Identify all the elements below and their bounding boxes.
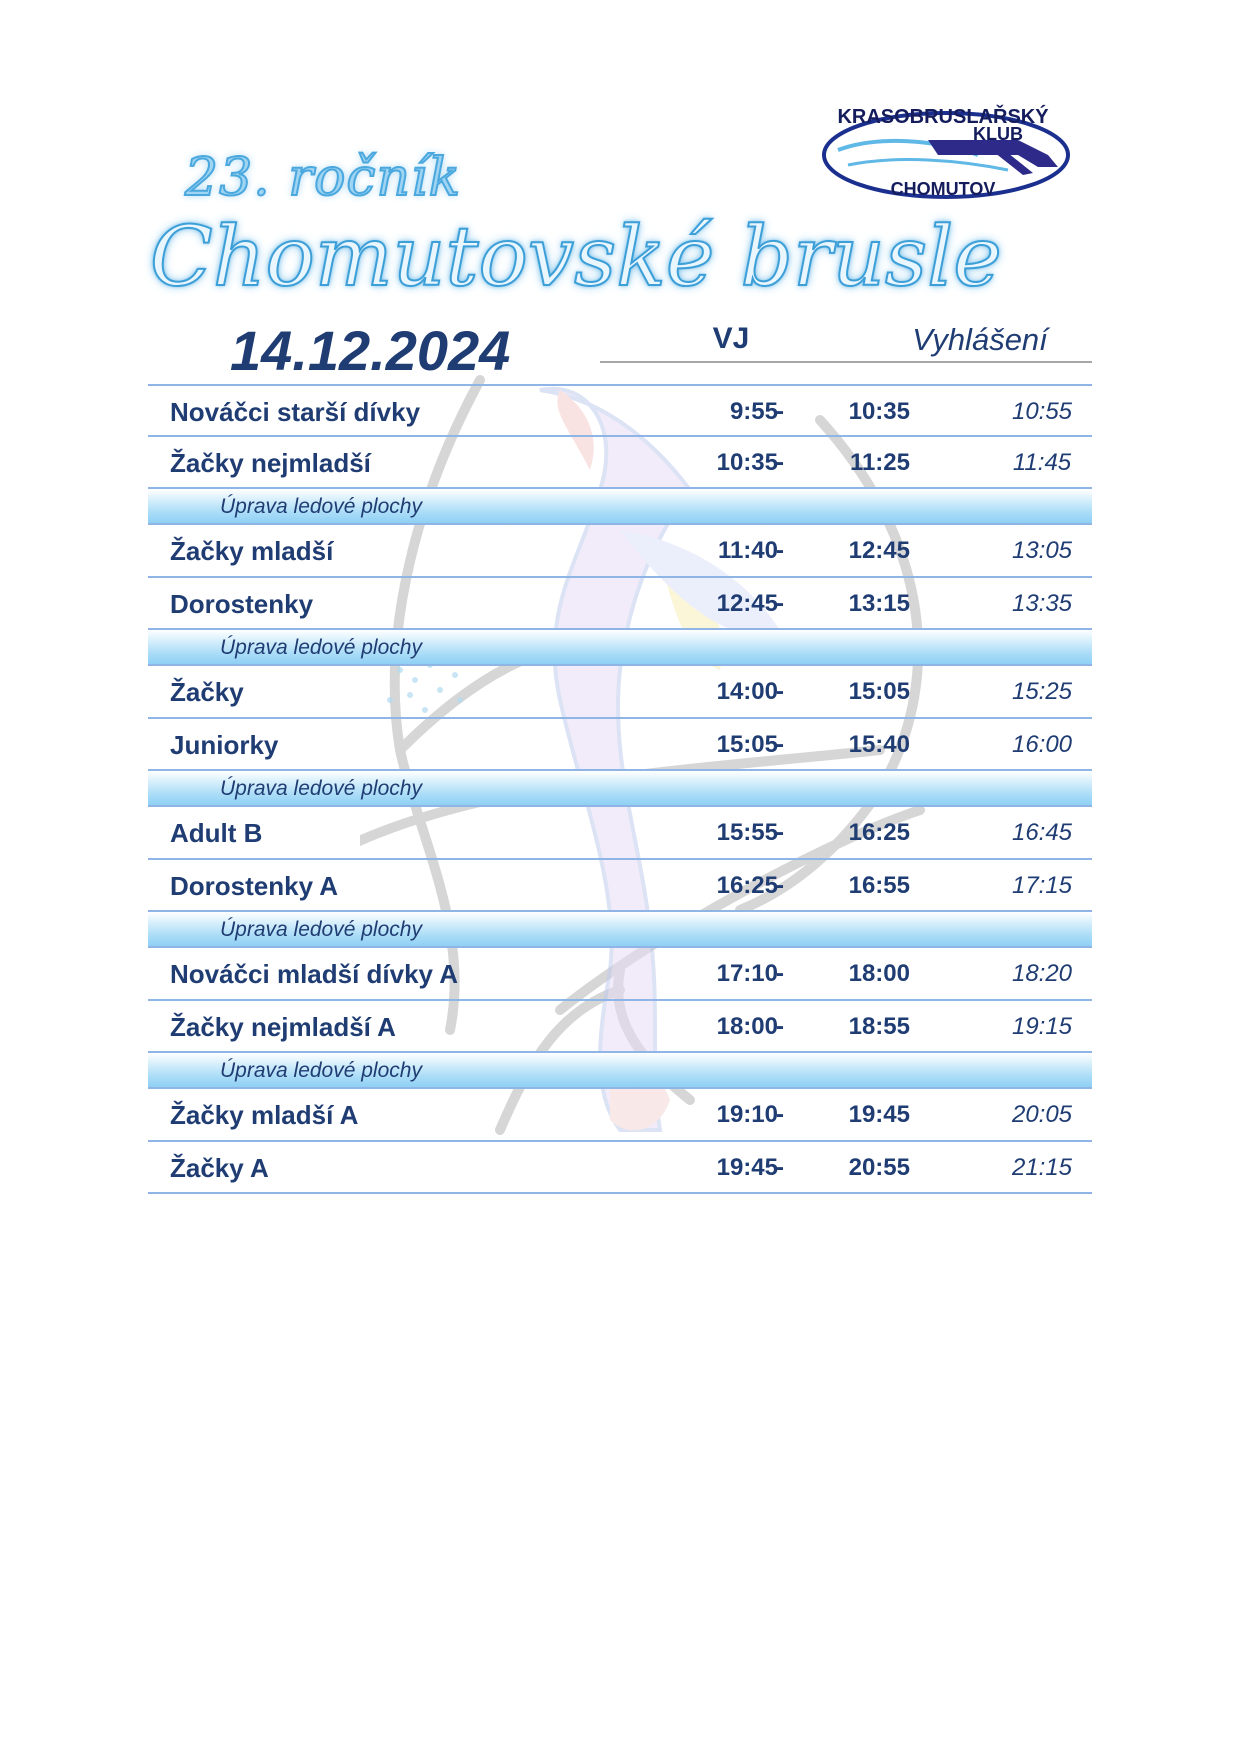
schedule-row — [148, 948, 1092, 1001]
time-separator: - — [776, 1101, 784, 1128]
category-name: Žačky nejmladší A — [170, 1011, 396, 1042]
award-time: 17:15 — [1011, 871, 1073, 899]
club-logo — [818, 95, 1080, 210]
start-time: 16:25 — [716, 871, 778, 899]
ice-resurfacing-label: Úprava ledové plochy — [220, 918, 422, 941]
ice-resurfacing-row — [148, 771, 1092, 807]
start-time: 15:05 — [716, 730, 778, 758]
award-time: 11:45 — [1012, 448, 1072, 476]
ice-resurfacing-row — [148, 1053, 1092, 1089]
award-time: 15:25 — [1011, 678, 1073, 705]
schedule-row — [148, 807, 1092, 860]
time-separator: - — [776, 819, 784, 846]
category-name: Nováčci starší dívky — [170, 397, 421, 427]
time-separator: - — [776, 960, 784, 987]
category-name: Žačky nejmladší — [170, 447, 371, 478]
start-time: 9:55 — [729, 398, 778, 425]
schedule-row — [148, 437, 1092, 490]
start-time: 19:10 — [716, 1101, 778, 1128]
end-time: 15:05 — [848, 678, 910, 705]
award-time: 13:05 — [1011, 537, 1073, 564]
start-time: 11:40 — [717, 537, 778, 564]
category-name: Dorostenky A — [170, 870, 339, 901]
column-header-vj: VJ — [712, 322, 750, 355]
end-time: 20:55 — [848, 1153, 910, 1181]
award-time: 13:35 — [1011, 589, 1073, 617]
ice-resurfacing-label: Úprava ledové plochy — [220, 1059, 422, 1082]
schedule-row — [148, 666, 1092, 719]
end-time: 19:45 — [848, 1101, 910, 1128]
ice-resurfacing-row — [148, 630, 1092, 666]
time-separator: - — [776, 589, 784, 617]
time-separator: - — [776, 1012, 784, 1040]
start-time: 15:55 — [716, 819, 778, 846]
start-time: 14:00 — [716, 678, 778, 705]
start-time: 12:45 — [716, 589, 778, 617]
start-time: 10:35 — [716, 448, 778, 476]
ice-resurfacing-label: Úprava ledové plochy — [220, 636, 422, 659]
schedule-row — [148, 1001, 1092, 1054]
award-time: 16:45 — [1011, 819, 1073, 846]
category-name: Adult B — [170, 818, 263, 848]
end-time: 12:45 — [848, 537, 910, 564]
ice-resurfacing-row — [148, 912, 1092, 948]
start-time: 19:45 — [716, 1153, 778, 1181]
edition-subtitle: 23. ročník — [185, 148, 462, 208]
event-date: 14.12.2024 — [230, 319, 511, 382]
ice-resurfacing-label: Úprava ledové plochy — [220, 495, 422, 518]
time-separator: - — [776, 871, 784, 899]
category-name: Žačky mladší — [170, 536, 334, 566]
start-time: 18:00 — [716, 1012, 778, 1040]
start-time: 17:10 — [716, 960, 778, 987]
award-time: 18:20 — [1011, 960, 1073, 987]
award-time: 20:05 — [1011, 1101, 1073, 1128]
header-divider — [600, 361, 1092, 363]
schedule-row — [148, 719, 1092, 772]
award-time: 19:15 — [1011, 1012, 1073, 1040]
ice-resurfacing-label: Úprava ledové plochy — [220, 777, 422, 800]
time-separator: - — [776, 537, 784, 564]
time-separator: - — [776, 448, 784, 476]
award-time: 21:15 — [1011, 1153, 1073, 1181]
logo-text-bottom: CHOMUTOV — [890, 179, 996, 199]
category-name: Žačky — [170, 677, 244, 707]
end-time: 18:55 — [848, 1012, 910, 1040]
award-time: 16:00 — [1011, 730, 1073, 758]
logo-text-middle: KLUB — [973, 124, 1023, 144]
category-name: Nováčci mladší dívky A — [170, 959, 459, 989]
end-time: 16:55 — [848, 871, 910, 899]
schedule-row — [148, 525, 1092, 578]
category-name: Juniorky — [170, 729, 279, 760]
time-separator: - — [776, 678, 784, 705]
time-separator: - — [776, 1153, 784, 1181]
end-time: 11:25 — [849, 448, 910, 476]
event-title: Chomutovské brusle — [150, 210, 1002, 305]
end-time: 10:35 — [848, 398, 910, 425]
end-time: 16:25 — [848, 819, 910, 846]
schedule-row — [148, 384, 1092, 437]
schedule-row — [148, 578, 1092, 631]
schedule-row — [148, 1142, 1092, 1195]
category-name: Dorostenky — [170, 588, 314, 619]
schedule-row — [148, 860, 1092, 913]
end-time: 18:00 — [848, 960, 910, 987]
award-time: 10:55 — [1011, 398, 1073, 425]
time-separator: - — [776, 398, 784, 425]
column-header-award: Vyhlášení — [912, 322, 1048, 357]
schedule-table — [148, 384, 1092, 1194]
logo-text-top: KRASOBRUSLAŘSKÝ — [837, 106, 1049, 128]
schedule-row — [148, 1089, 1092, 1142]
end-time: 13:15 — [848, 589, 910, 617]
time-separator: - — [776, 730, 784, 758]
category-name: Žačky A — [170, 1152, 269, 1183]
category-name: Žačky mladší A — [170, 1100, 359, 1130]
ice-resurfacing-row — [148, 489, 1092, 525]
end-time: 15:40 — [848, 730, 910, 758]
